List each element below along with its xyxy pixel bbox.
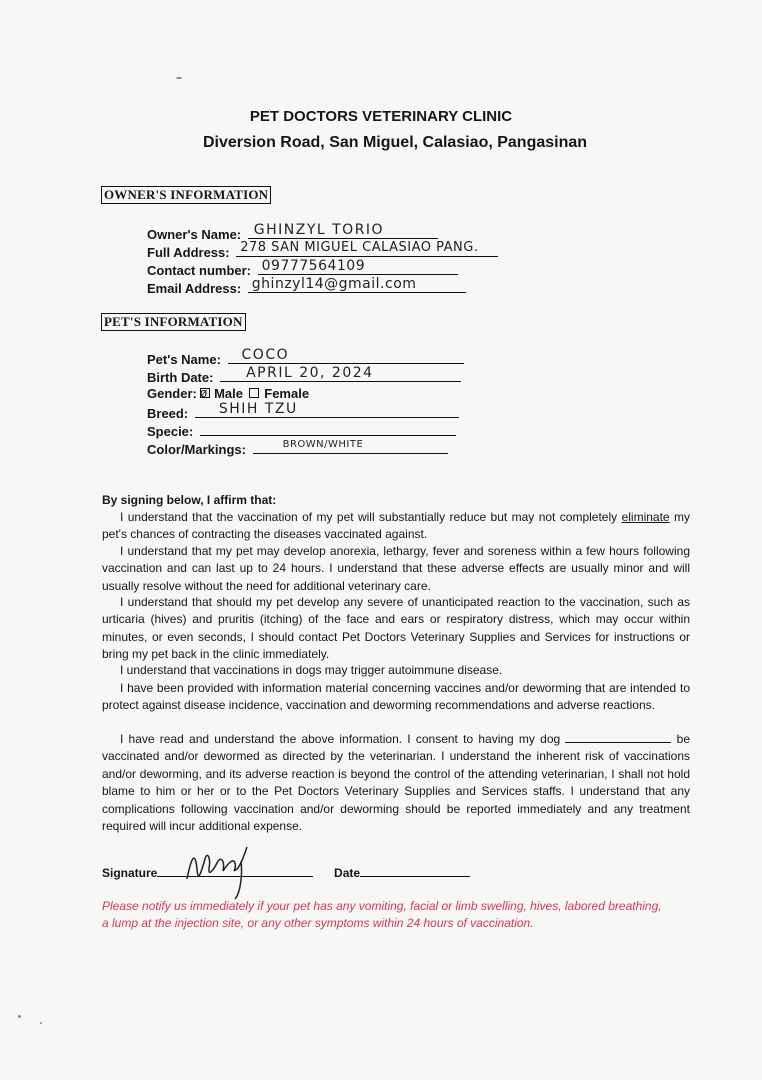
p1-text-a: I understand that the vaccination of my pet will substantially reduce but may not completely <box>120 510 618 524</box>
owner-address-value: 278 SAN MIGUEL CALASIAO PANG. <box>240 240 479 255</box>
affirmation-heading: By signing below, I affirm that: <box>102 493 277 507</box>
owner-email-field[interactable] <box>248 278 466 293</box>
dog-name-blank[interactable] <box>565 732 671 743</box>
owner-name-label: Owner's Name: <box>147 227 242 242</box>
affirmation-paragraph-6 <box>102 731 690 835</box>
pet-name-field[interactable] <box>228 349 464 364</box>
pet-color-value: BROWN/WHITE <box>282 439 364 450</box>
signature-field[interactable] <box>157 863 313 877</box>
owner-email-row <box>147 278 466 296</box>
pet-breed-field[interactable] <box>195 403 459 418</box>
owner-address-field[interactable] <box>236 242 498 257</box>
pet-specie-field[interactable] <box>200 421 456 436</box>
gender-male-checkbox[interactable] <box>200 385 210 403</box>
signature-row <box>102 863 470 880</box>
clinic-address: Diversion Road, San Miguel, Calasiao, Pangasinan <box>202 134 588 151</box>
owner-section-title: OWNER'S INFORMATION <box>101 186 271 204</box>
affirmation-paragraph-5: I have been provided with information material concerning vaccines and/or deworming that are intended to protect against disease incidence, vaccination and deworming recommendations and adverse reactions. <box>102 681 690 713</box>
pet-birth-field[interactable] <box>220 367 461 382</box>
owner-contact-label: Contact number: <box>147 263 251 278</box>
pet-name-value: COCO <box>241 347 290 363</box>
gender-female-checkbox[interactable] <box>249 388 259 398</box>
pet-birth-label: Birth Date: <box>147 370 214 385</box>
owner-email-label: Email Address: <box>147 281 242 296</box>
gender-check-mark: ø <box>199 385 208 400</box>
pet-birth-row <box>147 367 461 385</box>
signature-label: Signature <box>102 866 158 880</box>
date-field[interactable] <box>360 863 470 877</box>
owner-contact-field[interactable] <box>258 260 458 275</box>
handwritten-signature <box>181 839 261 899</box>
p1-text-b: my pet's chances of contracting the diseases vaccinated against. <box>102 510 690 542</box>
affirmation-paragraph-1 <box>102 509 690 544</box>
notification-notice: Please notify us immediately if your pet has any vomiting, facial or limb swelling, hives, labored breathing, a lump at the injection site, or any other symptoms within 24 hours of vaccination. <box>102 899 662 930</box>
gender-female-label: Female <box>264 386 310 401</box>
pet-specie-label: Specie: <box>147 424 194 439</box>
pet-breed-value: SHIH TZU <box>218 401 298 417</box>
affirmation-paragraph-4: I understand that vaccinations in dogs may trigger autoimmune disease. <box>120 663 503 677</box>
clinic-name: PET DOCTORS VETERINARY CLINIC <box>249 108 513 125</box>
pet-color-row <box>147 439 448 457</box>
p1-underlined-word: eliminate <box>621 510 670 524</box>
pet-birth-value: APRIL 20, 2024 <box>246 365 374 381</box>
pet-breed-row <box>147 403 459 421</box>
owner-email-value: ghinzyl14@gmail.com <box>251 276 417 292</box>
pet-breed-label: Breed: <box>147 406 189 421</box>
pet-section-title: PET'S INFORMATION <box>101 313 246 331</box>
owner-address-label: Full Address: <box>147 245 230 260</box>
gender-male-label: Male <box>214 386 243 401</box>
affirmation-paragraph-2: I understand that my pet may develop anorexia, lethargy, fever and soreness within a few hours following vaccination and can last up to 24 hours. I understand that these adverse effects are usually minor and will usually resolve without the need for additional veterinary care. <box>102 544 690 593</box>
pet-color-label: Color/Markings: <box>147 442 246 457</box>
date-label: Date <box>334 866 361 880</box>
owner-name-field[interactable] <box>248 224 438 239</box>
p6-text-b: be vaccinated and/or dewormed as directed by the veterinarian. I understand the inherent risk of vaccinations and/or deworming, and its adverse reaction is beyond the control of the attending veterinarian, I shall not hold blame to him or her or to the Pet Doctors Veterinary Supplies and Services staffs. I understand that any complications following vaccination and/or deworming should be reported immediately and any treatment required will incur additional expense. <box>102 732 690 834</box>
affirmation-paragraph-3: I understand that should my pet develop any severe of unanticipated reaction to the vaccination, such as urticaria (hives) and pruritis (itching) of the face and ears or respiratory distress, which may occur within minutes, or even seconds, I should contact Pet Doctors Veterinary Supplies and Services for instructions or bring my pet back in the clinic immediately. <box>102 595 690 662</box>
pet-color-field[interactable] <box>253 439 448 454</box>
pet-gender-label: Gender: <box>147 386 197 401</box>
owner-name-value: GHINZYL TORIO <box>253 222 385 238</box>
p6-text-a: I have read and understand the above information. I consent to having my dog <box>120 732 561 746</box>
owner-contact-value: 09777564109 <box>261 258 366 274</box>
pet-name-label: Pet's Name: <box>147 352 221 367</box>
